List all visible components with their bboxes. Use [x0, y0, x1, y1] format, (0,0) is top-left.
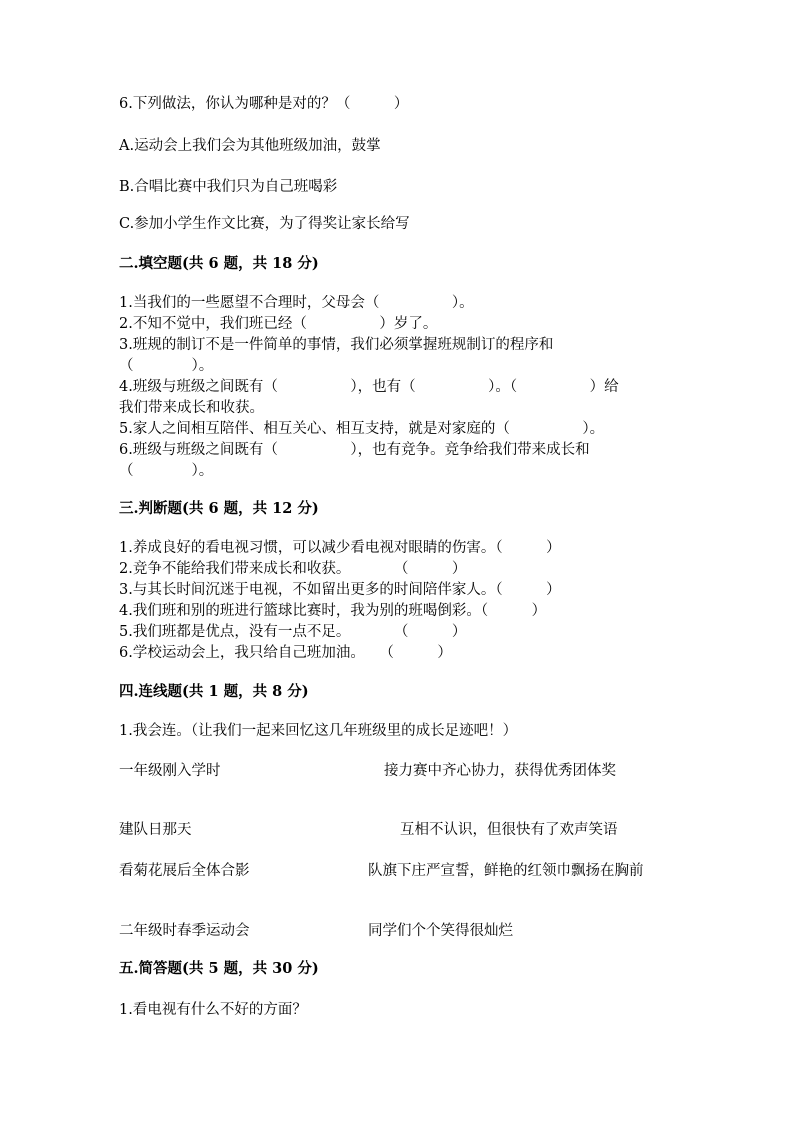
judge-line-2: 2.竞争不能给我们带来成长和收获。 （ ） [119, 561, 467, 577]
question-6: 6.下列做法，你认为哪种是对的？（ ） [119, 96, 409, 112]
fill-line-3b: （ ）。 [119, 358, 214, 374]
match-question: 1.我会连。（让我们一起来回忆这几年班级里的成长足迹吧！） [119, 723, 518, 739]
option-b: B.合唱比赛中我们只为自己班喝彩 [119, 179, 338, 195]
fill-line-3: 3.班规的制订不是一件简单的事情，我们必须掌握班规制订的程序和 [119, 337, 554, 353]
option-c: C.参加小学生作文比赛，为了得奖让家长给写 [119, 216, 410, 232]
judge-line-6: 6.学校运动会上，我只给自己班加油。 （ ） [119, 645, 452, 661]
fill-line-1: 1.当我们的一些愿望不合理时，父母会（ ）。 [119, 295, 474, 311]
short-answer-heading: 五.简答题(共 5 题，共 30 分) [119, 960, 319, 977]
judge-heading: 三.判断题(共 6 题，共 12 分) [119, 500, 319, 517]
match-heading: 四.连线题(共 1 题，共 8 分) [119, 683, 309, 700]
match-left-2: 建队日那天 [119, 822, 192, 838]
fill-line-4b: 我们带来成长和收获。 [119, 400, 264, 416]
option-a: A.运动会上我们会为其他班级加油，鼓掌 [119, 138, 381, 154]
fill-line-5: 5.家人之间相互陪伴、相互关心、相互支持，就是对家庭的（ ）。 [119, 421, 605, 437]
match-left-4: 二年级时春季运动会 [119, 923, 250, 939]
match-right-1: 接力赛中齐心协力，获得优秀团体奖 [384, 763, 616, 779]
match-left-1: 一年级刚入学时 [119, 763, 221, 779]
fill-line-4: 4.班级与班级之间既有（ ），也有（ ）。（ ）给 [119, 379, 619, 395]
fill-line-6b: （ ）。 [119, 463, 214, 479]
short-answer-question-1: 1.看电视有什么不好的方面？ [119, 1002, 307, 1018]
match-left-3: 看菊花展后全体合影 [119, 863, 250, 879]
match-right-4: 同学们个个笑得很灿烂 [368, 923, 513, 939]
fill-heading: 二.填空题(共 6 题，共 18 分) [119, 255, 319, 272]
judge-line-3: 3.与其长时间沉迷于电视，不如留出更多的时间陪伴家人。（ ） [119, 582, 561, 598]
match-right-3: 队旗下庄严宣誓，鲜艳的红领巾飘扬在胸前 [368, 863, 644, 879]
judge-line-1: 1.养成良好的看电视习惯，可以减少看电视对眼睛的伤害。（ ） [119, 540, 561, 556]
match-right-2: 互相不认识，但很快有了欢声笑语 [400, 822, 618, 838]
judge-line-4: 4.我们班和别的班进行篮球比赛时，我为别的班喝倒彩。（ ） [119, 603, 547, 619]
fill-line-6: 6.班级与班级之间既有（ ），也有竞争。竞争给我们带来成长和 [119, 442, 590, 458]
judge-line-5: 5.我们班都是优点，没有一点不足。 （ ） [119, 624, 467, 640]
fill-line-2: 2.不知不觉中，我们班已经（ ）岁了。 [119, 316, 438, 332]
